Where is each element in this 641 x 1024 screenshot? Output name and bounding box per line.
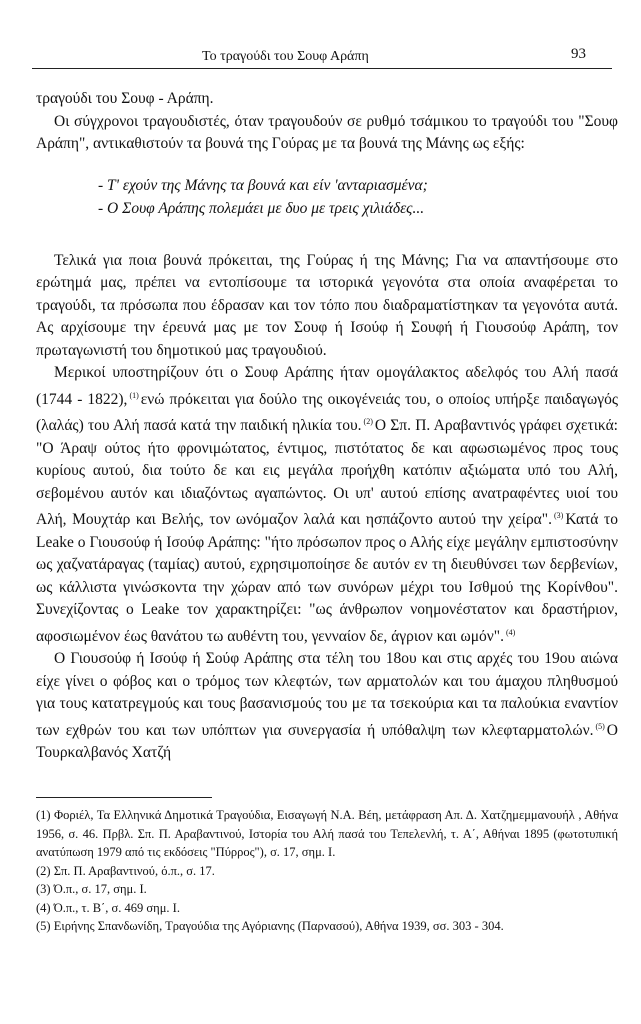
text-segment: Μερικοί υποστηρίζουν ότι ο Σουφ Αράπης ήταν ομογάλακτος αδελφός του Αλή πασά (1744 - 1822), — [36, 364, 618, 408]
footnote-ref-3: (3) — [554, 511, 564, 520]
paragraph-souf-arapis — [36, 362, 618, 648]
paragraph-continuation: τραγούδι του Σουφ - Αράπη. — [36, 90, 214, 107]
song-verse — [98, 174, 618, 220]
paragraph-modern-singers: Οι σύγχρονοι τραγουδιστές, όταν τραγουδούν σε ρυθμό τσάμικου το τραγούδι του "Σουφ Αράπη", αντικαθιστούν τα βουνά της Γούρας με τα βουνά της Μάνης ως εξής: — [36, 112, 618, 152]
text-segment: Κατά το Leake ο Γιουσούφ ή Ισούφ Αράπης: "ήτο πρόσωπον προς ο Αλής είχε μεγάλην εμπιστοσύνην ως χαζνατάραγας (ταμίας) αυτού, εχρησιμοποίησε δε αυτόν εν τη διευθύνσει των δερβενίων, ως κάλλιστα γινώσκοντα την χώραν από των συνόρων μέχρι του Ισθμού της Κορίνθου". Συνεχίζοντας ο Leake τον χαρακτηρίζει: "ως άνθρωπον νοημονέστατον και δραστήριον, αφοσιωμένον έως θανάτου τω αυθέντη του, γενναίον δε, άγριον και ωμόν". — [36, 511, 618, 645]
footnotes — [36, 806, 618, 936]
footnote-ref-5: (5) — [595, 721, 605, 731]
text-segment: Ο Τουρκαλβανός Χατζή — [36, 721, 618, 761]
running-title: Το τραγούδι του Σουφ Αράπη — [202, 49, 369, 64]
paragraph-terror — [36, 648, 618, 765]
footnote-1: (1) Φοριέλ, Τα Ελληνικά Δημοτικά Τραγούδια, Εισαγωγή Ν.Α. Βέη, μετάφραση Απ. Δ. Χατζημεμμανουήλ , Αθήνα 1956, σ. 46. Πρβλ. Σπ. Π. Αραβαντινού, Ιστορία του Αλή πασά του Τεπελενλή, τ. Α΄, Αθήναι 1895 (φωτοτυπική ανατύπωση 1979 από τις εκδόσεις "Πύρρος"), σ. 17, σημ. Ι. — [36, 808, 618, 859]
verse-line-1: - Τ' εχούν της Μάνης τα βουνά και είν 'ανταριασμένα; — [98, 176, 428, 194]
text-segment: ενώ πρόκειται για δούλο της οικογένειάς του, ο οποίος υπήρξε παιδαγωγός (λαλάς) του Αλή πασά κατά την παιδική ηλικία του. — [36, 390, 618, 434]
page-header — [32, 44, 612, 69]
paragraph-which-mountains: Τελικά για ποια βουνά πρόκειται, της Γούρας ή της Μάνης; Για να απαντήσουμε στο ερώτημά μας, πρέπει να εντοπίσουμε τα ιστορικά γεγονότα στα οποία αναφέρεται το τραγούδι, τα πρόσωπα που έδρασαν και τον τόπο που διαδραματίστηκαν τα γεγονότα αυτά. Ας αρχίσουμε την έρευνά μας με τον Σουφ ή Ισούφ ή Σουφή ή Γιουσούφ Αράπη, τον πρωταγωνιστή του δημοτικού μας τραγουδιού. — [36, 251, 618, 359]
footnote-4: (4) Ό.π., τ. Β΄, σ. 469 σημ. Ι. — [36, 900, 180, 915]
text-segment: Ο Γιουσούφ ή Ισούφ ή Σούφ Αράπης στα τέλη του 18ου και στις αρχές του 19ου αιώνα είχε γίνει ο φόβος και ο τρόμος των κλεφτών, των αρματολών και του άμαχου πληθυσμού για τους κατατρεγμούς και τους βασανισμούς του με τα τσεκούρια και τα παλούκια εναντίον των εχθρών του και των υπόπτων για συνεργασία ή υπόθαλψη των κλεφταρματολών. — [36, 650, 618, 739]
verse-line-2: - Ο Σουφ Αράπης πολεμάει με δυο με τρεις χιλιάδες... — [98, 199, 425, 217]
page-number: 93 — [571, 46, 586, 62]
footnote-ref-1: (1) — [129, 390, 139, 400]
main-text — [36, 88, 618, 765]
footnote-5: (5) Ειρήνης Σπανδωνίδη, Τραγούδια της Αγόριανης (Παρνασού), Αθήνα 1939, σσ. 303 - 304. — [36, 919, 504, 933]
footnote-divider — [36, 797, 212, 798]
footnote-3: (3) Ό.π., σ. 17, σημ. Ι. — [36, 882, 147, 896]
footnote-ref-4: (4) — [506, 627, 516, 637]
footnote-2: (2) Σπ. Π. Αραβαντινού, ό.π., σ. 17. — [36, 863, 215, 878]
footnote-ref-2: (2) — [363, 417, 373, 426]
text-segment: Ο Σπ. Π. Αραβαντινός γράφει σχετικά: "Ο Άραψ ούτος ήτο φρονιμώτατος, έντιμος, πιστότατος δε και αφωσιωμένος προς τους κυρίους αυτού, δια τούτο δε και εις μεγάλα προήχθη κατόπιν αξιώματα υπό του Αλή, σεβομένου αυτόν και ιδιαζόντως αγαπώντος. Οι υπ' αυτού επίσης ανατραφέντες υιοί του Αλή, Μουχτάρ και Βελής, τον ωνόμαζον λαλά και ησπάζοντο αυτού την χείρα". — [36, 417, 618, 528]
